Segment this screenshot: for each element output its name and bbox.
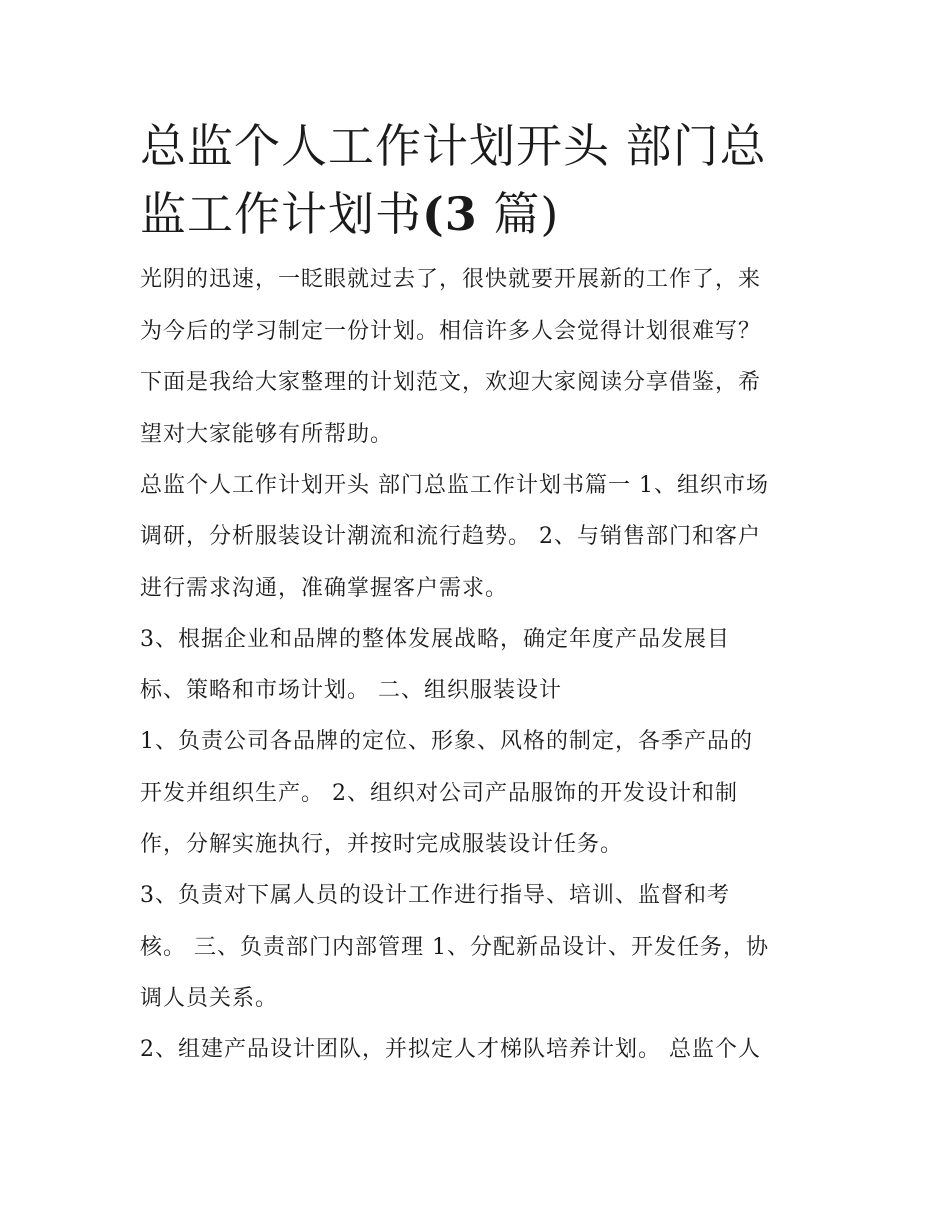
text-line: 进行需求沟通，准确掌握客户需求。 xyxy=(140,575,509,601)
paragraph-supervision xyxy=(140,870,812,1025)
text-line: 3、负责对下属人员的设计工作进行指导、培训、监督和考 xyxy=(140,883,730,908)
document-body xyxy=(140,112,812,1075)
title-text: 监工作计划书 xyxy=(140,187,422,241)
text-line: 总监个人工作计划开头 部门总监工作计划书篇一 1、组织市场 xyxy=(140,472,769,498)
text-line: 调研，分析服装设计潮流和流行趋势。 2、与销售部门和客户 xyxy=(140,524,761,549)
paragraph-part-one xyxy=(140,460,812,615)
document-title xyxy=(140,112,812,248)
text-line: 核。 三、负责部门内部管理 1、分配新品设计、开发任务，协 xyxy=(140,934,769,960)
text-line: 标、策略和市场计划。 二、组织服装设计 xyxy=(140,678,562,703)
paragraph-brand xyxy=(140,716,812,871)
text-line: 下面是我给大家整理的计划范文，欢迎大家阅读分享借鉴，希 xyxy=(140,370,762,395)
paragraph-team xyxy=(140,1024,812,1076)
title-suffix: 篇) xyxy=(493,187,560,241)
paragraph-intro xyxy=(140,254,812,460)
text-line: 为今后的学习制定一份计划。相信许多人会觉得计划很难写？ xyxy=(140,318,762,344)
text-line: 调人员关系。 xyxy=(140,986,279,1011)
text-line: 作，分解实施执行，并按时完成服装设计任务。 xyxy=(140,832,624,857)
title-line-1: 总监个人工作计划开头 部门总 xyxy=(140,119,767,173)
text-line: 1、负责公司各品牌的定位、形象、风格的制定，各季产品的 xyxy=(140,729,753,754)
paragraph-strategy xyxy=(140,614,812,717)
text-line: 3、根据企业和品牌的整体发展战略，确定年度产品发展目 xyxy=(140,626,730,652)
title-count: (3 xyxy=(422,187,478,241)
text-line: 开发并组织生产。 2、组织对公司产品服饰的开发设计和制 xyxy=(140,780,738,806)
title-line-2 xyxy=(140,180,812,248)
text-line: 2、组建产品设计团队，并拟定人才梯队培养计划。 总监个人 xyxy=(140,1037,761,1062)
text-line: 光阴的迅速，一眨眼就过去了，很快就要开展新的工作了，来 xyxy=(140,267,762,292)
text-line: 望对大家能够有所帮助。 xyxy=(140,421,394,447)
